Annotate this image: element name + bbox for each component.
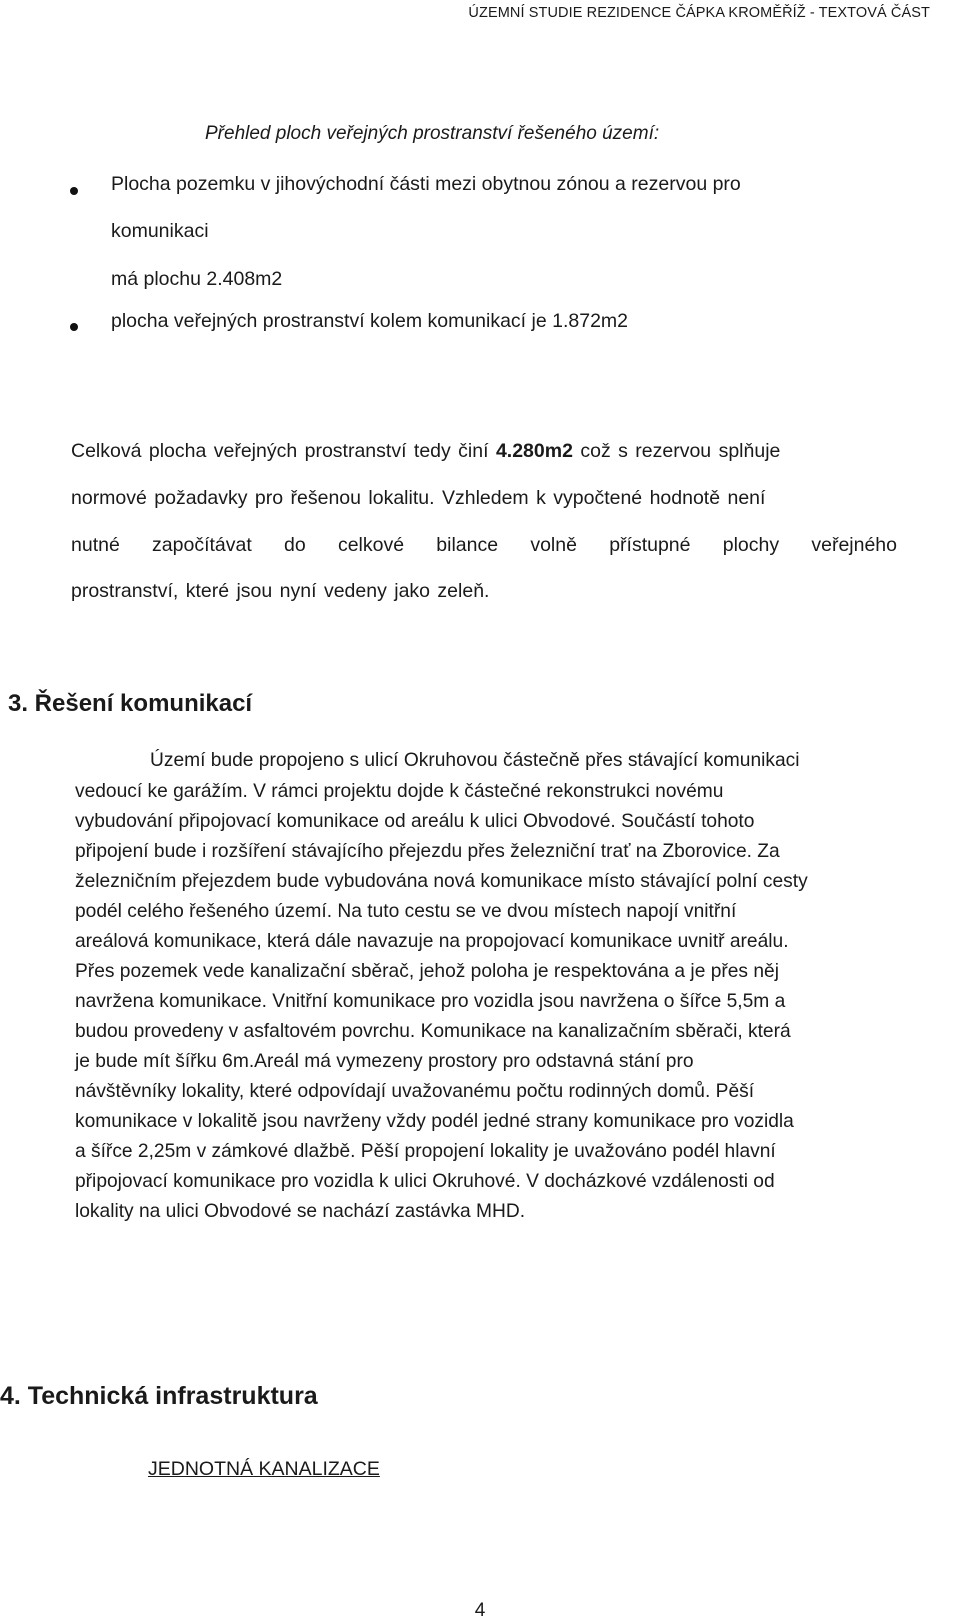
section3-line: budou provedeny v asfaltovém povrchu. Komunikace na kanalizačním sběrači, která <box>75 1021 791 1042</box>
section4-heading: 4. Technická infrastruktura <box>0 1382 318 1410</box>
section3-line: připojovací komunikace pro vozidla k ulici Okruhové. V docházkové vzdálenosti od <box>75 1171 775 1192</box>
section3-line: návštěvníky lokality, které odpovídají uvažovanému počtu rodinných domů. Pěší <box>75 1081 755 1102</box>
summary-line2-a: normové požadavky pro řešenou lokalitu. <box>71 487 435 509</box>
summary-line4: prostranství, které jsou nyní vedeny jako zeleň. <box>71 580 490 602</box>
summary-line3: nutné započítávat do celkové bilance volně přístupné plochy veřejného <box>71 534 897 556</box>
running-header: ÚZEMNÍ STUDIE REZIDENCE ČÁPKA KROMĚŘÍŽ - TEXTOVÁ ČÁST <box>468 5 930 21</box>
section3-line: Přes pozemek vede kanalizační sběrač, jehož poloha je respektována a je přes něj <box>75 961 779 982</box>
section3-line: navržena komunikace. Vnitřní komunikace pro vozidla jsou navržena o šířce 5,5m a <box>75 991 786 1012</box>
bullet1-line1: Plocha pozemku v jihovýchodní části mezi obytnou zónou a rezervou pro <box>111 173 741 195</box>
summary-value: 4.280m2 <box>495 440 573 462</box>
section3-line: podél celého řešeného území. Na tuto cestu se ve dvou místech napojí vnitřní <box>75 901 737 922</box>
summary-lead: Celková plocha veřejných prostranství tedy činí <box>71 440 496 462</box>
section3-line: a šířce 2,25m v zámkové dlažbě. Pěší propojení lokality je uvažováno podél hlavní <box>75 1141 776 1162</box>
section3-line: železničním přejezdem bude vybudována nová komunikace místo stávající polní cesty <box>75 871 808 892</box>
bullet-icon <box>70 187 78 195</box>
bullet2-text: plocha veřejných prostranství kolem komunikací je 1.872m2 <box>111 310 628 332</box>
summary-line2-b: Vzhledem k vypočtené hodnotě není <box>434 487 766 509</box>
section3-line: komunikace v lokalitě jsou navrženy vždy podél jedné strany komunikace pro vozidla <box>75 1111 794 1132</box>
summary-rest: což s rezervou splňuje <box>572 440 781 462</box>
section3-line: vedoucí ke garážím. V rámci projektu dojde k částečné rekonstrukci novému <box>75 781 724 802</box>
section4-subheading: JEDNOTNÁ KANALIZACE <box>148 1458 380 1480</box>
bullet-icon <box>70 323 78 331</box>
section3-heading: 3. Řešení komunikací <box>8 690 253 717</box>
summary-line1 <box>71 440 780 463</box>
section3-line: vybudování připojovací komunikace od areálu k ulici Obvodové. Součástí tohoto <box>75 811 755 832</box>
section3-line: Území bude propojeno s ulicí Okruhovou částečně přes stávající komunikaci <box>150 750 800 771</box>
section3-line: lokality na ulici Obvodové se nachází zastávka MHD. <box>75 1201 526 1222</box>
section3-line: je bude mít šířku 6m.Areál má vymezeny prostory pro odstavná stání pro <box>75 1051 694 1072</box>
bullet1-line2: komunikaci <box>111 220 209 242</box>
summary-line2 <box>71 487 765 510</box>
section3-line: areálová komunikace, která dále navazuje na propojovací komunikace uvnitř areálu. <box>75 931 789 952</box>
public-space-intro: Přehled ploch veřejných prostranství řešeného území: <box>205 123 660 144</box>
section3-line: připojení bude i rozšíření stávajícího přejezdu přes železniční trať na Zborovice. Za <box>75 841 780 862</box>
bullet1-line3: má plochu 2.408m2 <box>111 268 283 290</box>
page-number: 4 <box>474 1600 486 1621</box>
